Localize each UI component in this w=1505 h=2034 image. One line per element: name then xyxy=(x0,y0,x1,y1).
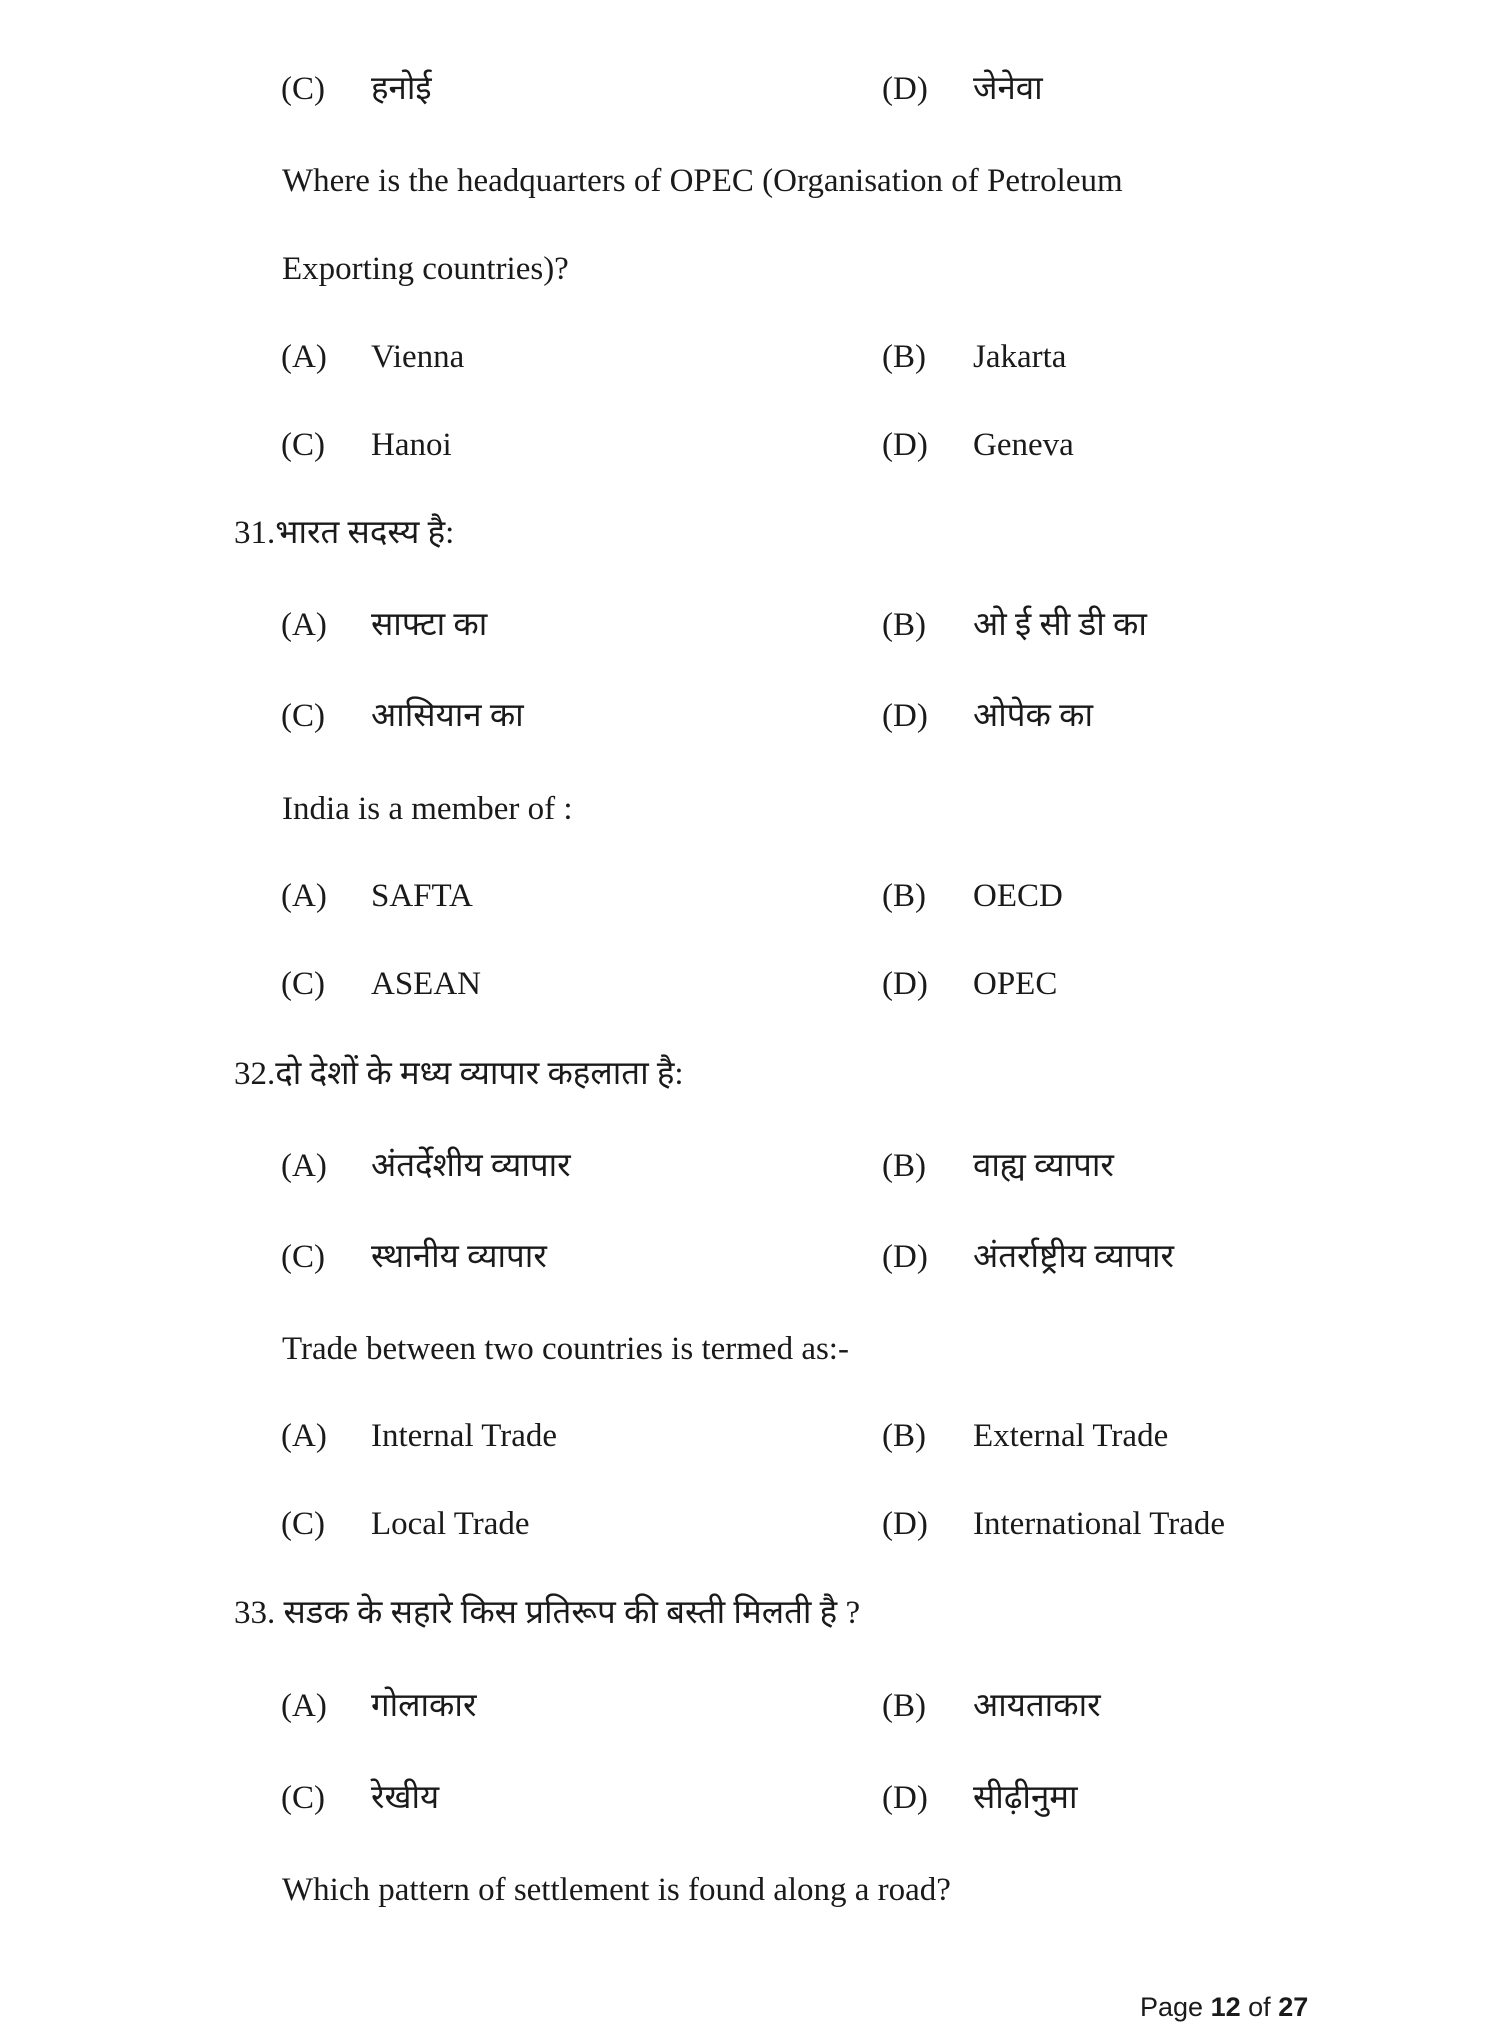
q30-en-question-line1: Where is the headquarters of OPEC (Organisation of Petroleum xyxy=(282,163,1123,199)
q32-hi-option-d-label: (D) xyxy=(882,1239,928,1275)
page-word: Page xyxy=(1140,1992,1204,2022)
q32-en-option-a-label: (A) xyxy=(281,1418,327,1454)
of-word: of xyxy=(1248,1992,1271,2022)
q30-en-option-c: Hanoi xyxy=(371,427,452,463)
q31-hi-option-a: साफ्टा का xyxy=(371,607,488,643)
q31-hi-option-c-label: (C) xyxy=(281,698,325,734)
q33-hi-option-c-label: (C) xyxy=(281,1780,325,1816)
q31-hi-option-c: आसियान का xyxy=(371,698,524,734)
q30-hi-option-c: हनोई xyxy=(371,71,432,107)
q31-en-option-c-label: (C) xyxy=(281,966,325,1002)
q31-hi-option-d-label: (D) xyxy=(882,698,928,734)
q32-en-option-b-label: (B) xyxy=(882,1418,926,1454)
q30-en-option-b: Jakarta xyxy=(973,339,1067,375)
q30-hi-option-d: जेनेवा xyxy=(973,71,1043,107)
q30-en-option-a: Vienna xyxy=(371,339,465,375)
q33-hi-option-a-label: (A) xyxy=(281,1688,327,1724)
q33-hi-question: 33. सडक के सहारे किस प्रतिरूप की बस्ती मिलती है ? xyxy=(234,1595,861,1631)
q30-en-option-b-label: (B) xyxy=(882,339,926,375)
q30-en-option-a-label: (A) xyxy=(281,339,327,375)
q32-hi-option-b-label: (B) xyxy=(882,1148,926,1184)
q33-hi-option-d-label: (D) xyxy=(882,1780,928,1816)
q32-en-option-a: Internal Trade xyxy=(371,1418,558,1454)
q31-en-option-a-label: (A) xyxy=(281,878,327,914)
q32-hi-option-a-label: (A) xyxy=(281,1148,327,1184)
q31-hi-option-d: ओपेक का xyxy=(973,698,1093,734)
q31-hi-option-a-label: (A) xyxy=(281,607,327,643)
q31-en-option-b-label: (B) xyxy=(882,878,926,914)
q31-en-option-b: OECD xyxy=(973,878,1063,914)
q32-en-option-b: External Trade xyxy=(973,1418,1169,1454)
q32-en-question: Trade between two countries is termed as:- xyxy=(282,1331,849,1367)
q33-hi-option-b: आयताकार xyxy=(973,1688,1101,1724)
q32-en-option-d: International Trade xyxy=(973,1506,1226,1542)
q30-en-option-d-label: (D) xyxy=(882,427,928,463)
q32-en-option-c-label: (C) xyxy=(281,1506,325,1542)
q32-hi-question: 32.दो देशों के मध्य व्यापार कहलाता है: xyxy=(234,1056,684,1092)
q33-en-question: Which pattern of settlement is found along a road? xyxy=(282,1872,951,1908)
q30-hi-option-d-label: (D) xyxy=(882,71,928,107)
q30-en-option-c-label: (C) xyxy=(281,427,325,463)
q33-hi-option-b-label: (B) xyxy=(882,1688,926,1724)
q31-en-option-a: SAFTA xyxy=(371,878,473,914)
page-total: 27 xyxy=(1278,1992,1309,2022)
q31-hi-option-b: ओ ई सी डी का xyxy=(973,607,1147,643)
q32-hi-option-c-label: (C) xyxy=(281,1239,325,1275)
q31-en-option-d: OPEC xyxy=(973,966,1058,1002)
q30-hi-option-c-label: (C) xyxy=(281,71,325,107)
q31-hi-option-b-label: (B) xyxy=(882,607,926,643)
q32-hi-option-c: स्थानीय व्यापार xyxy=(371,1239,547,1275)
q30-en-option-d: Geneva xyxy=(973,427,1074,463)
page-indicator xyxy=(1140,1990,1308,2024)
q31-en-question: India is a member of : xyxy=(282,791,573,827)
q32-hi-option-d: अंतर्राष्ट्रीय व्यापार xyxy=(973,1239,1175,1275)
q33-hi-option-d: सीढ़ीनुमा xyxy=(973,1780,1078,1816)
q32-en-option-d-label: (D) xyxy=(882,1506,928,1542)
q33-hi-option-a: गोलाकार xyxy=(371,1688,477,1724)
q31-hi-question: 31.भारत सदस्य है: xyxy=(234,515,455,551)
q32-en-option-c: Local Trade xyxy=(371,1506,530,1542)
page-current: 12 xyxy=(1210,1992,1241,2022)
q32-hi-option-a: अंतर्देशीय व्यापार xyxy=(371,1148,571,1184)
q33-hi-option-c: रेखीय xyxy=(371,1780,440,1816)
q32-hi-option-b: वाह्य व्यापार xyxy=(973,1148,1114,1184)
q31-en-option-d-label: (D) xyxy=(882,966,928,1002)
q30-en-question-line2: Exporting countries)? xyxy=(282,251,569,287)
q31-en-option-c: ASEAN xyxy=(371,966,482,1002)
